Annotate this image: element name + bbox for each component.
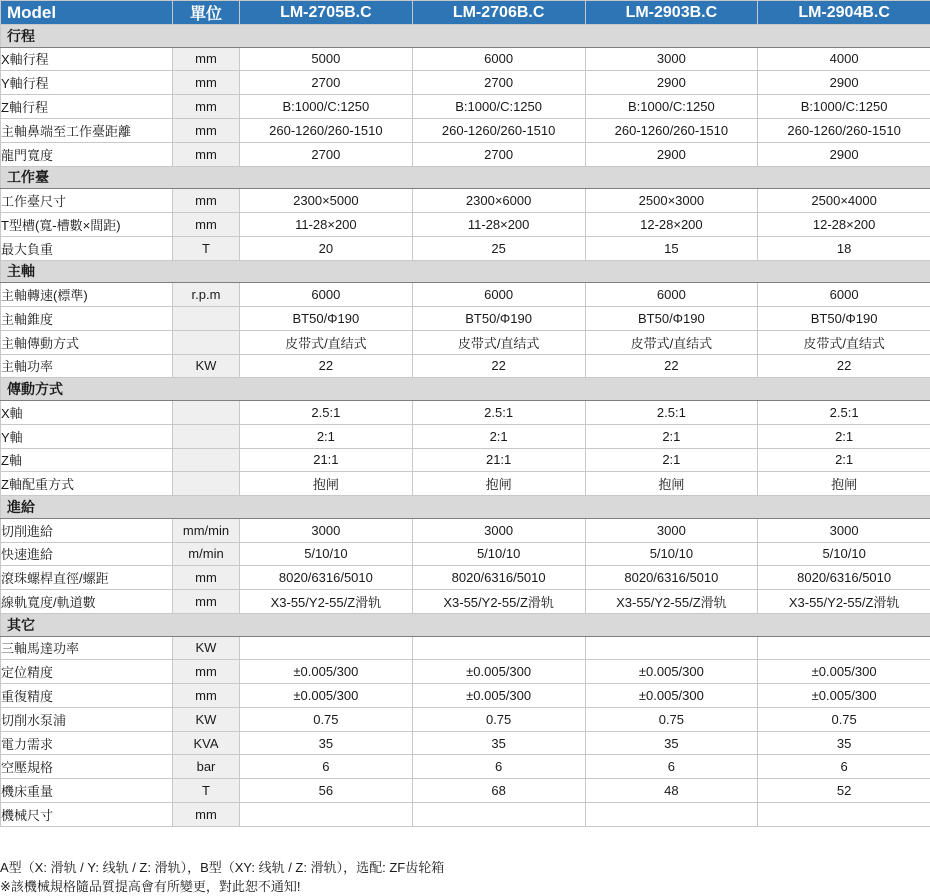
cell-model-4: 3000 [758, 518, 930, 542]
table-row [1, 660, 930, 684]
row-label: X軸行程 [1, 47, 173, 71]
cell-model-3: B:1000/C:1250 [585, 95, 758, 119]
row-label: Z軸配重方式 [1, 472, 173, 496]
cell-model-1: 5/10/10 [240, 542, 413, 566]
section-title: 傳動方式 [1, 378, 930, 401]
section-title: 主軸 [1, 260, 930, 283]
row-unit: T [173, 236, 240, 260]
cell-model-2: BT50/Φ190 [412, 306, 585, 330]
header-model-4: LM-2904B.C [758, 1, 930, 25]
header-row [1, 1, 930, 25]
cell-model-4: 2:1 [758, 424, 930, 448]
section-header [1, 613, 930, 636]
row-label: Z軸行程 [1, 95, 173, 119]
table-row [1, 400, 930, 424]
cell-model-1: 5000 [240, 47, 413, 71]
cell-model-3: 260-1260/260-1510 [585, 118, 758, 142]
cell-model-1: 56 [240, 779, 413, 803]
cell-model-1: 2700 [240, 71, 413, 95]
cell-model-1: 2:1 [240, 424, 413, 448]
cell-model-2: 2300×6000 [412, 189, 585, 213]
cell-model-1: B:1000/C:1250 [240, 95, 413, 119]
table-row [1, 803, 930, 827]
row-unit: mm [173, 803, 240, 827]
row-unit: mm [173, 684, 240, 708]
header-model-1: LM-2705B.C [240, 1, 413, 25]
cell-model-3 [585, 803, 758, 827]
row-label: 空壓規格 [1, 755, 173, 779]
cell-model-3 [585, 636, 758, 660]
cell-model-2: ±0.005/300 [412, 684, 585, 708]
row-label: 最大負重 [1, 236, 173, 260]
cell-model-1: X3-55/Y2-55/Z滑轨 [240, 590, 413, 614]
row-unit [173, 448, 240, 472]
row-label: X軸 [1, 400, 173, 424]
row-label: 切削水泵浦 [1, 707, 173, 731]
table-row [1, 684, 930, 708]
section-title: 工作臺 [1, 166, 930, 189]
table-row [1, 306, 930, 330]
cell-model-1: ±0.005/300 [240, 660, 413, 684]
cell-model-2: 21:1 [412, 448, 585, 472]
cell-model-1: 2700 [240, 142, 413, 166]
table-row [1, 330, 930, 354]
row-unit: mm [173, 95, 240, 119]
cell-model-3: 皮带式/直结式 [585, 330, 758, 354]
table-row [1, 755, 930, 779]
cell-model-4: 4000 [758, 47, 930, 71]
row-label: 電力需求 [1, 731, 173, 755]
section-title: 進給 [1, 496, 930, 519]
cell-model-1: ±0.005/300 [240, 684, 413, 708]
cell-model-4: 8020/6316/5010 [758, 566, 930, 590]
table-row [1, 636, 930, 660]
table-row [1, 354, 930, 378]
cell-model-1: 21:1 [240, 448, 413, 472]
cell-model-1: BT50/Φ190 [240, 306, 413, 330]
header-model-label: Model [1, 1, 173, 25]
cell-model-2 [412, 803, 585, 827]
cell-model-2: ±0.005/300 [412, 660, 585, 684]
cell-model-3: 2.5:1 [585, 400, 758, 424]
cell-model-4: 52 [758, 779, 930, 803]
row-unit: mm/min [173, 518, 240, 542]
row-label: 滾珠螺桿直徑/螺距 [1, 566, 173, 590]
cell-model-2: 22 [412, 354, 585, 378]
table-row [1, 731, 930, 755]
cell-model-4: X3-55/Y2-55/Z滑轨 [758, 590, 930, 614]
header-unit-label: 單位 [173, 1, 240, 25]
cell-model-4: 2500×4000 [758, 189, 930, 213]
table-row [1, 707, 930, 731]
cell-model-2: 35 [412, 731, 585, 755]
cell-model-4: 22 [758, 354, 930, 378]
cell-model-2: X3-55/Y2-55/Z滑轨 [412, 590, 585, 614]
row-unit: KW [173, 354, 240, 378]
cell-model-2: 3000 [412, 518, 585, 542]
cell-model-4: 2.5:1 [758, 400, 930, 424]
row-label: 線軌寬度/軌道數 [1, 590, 173, 614]
cell-model-2: B:1000/C:1250 [412, 95, 585, 119]
cell-model-4: 2900 [758, 71, 930, 95]
row-label: 快速進給 [1, 542, 173, 566]
row-unit: m/min [173, 542, 240, 566]
cell-model-4: 抱闸 [758, 472, 930, 496]
table-row [1, 779, 930, 803]
cell-model-2: 11-28×200 [412, 212, 585, 236]
cell-model-2: 2700 [412, 142, 585, 166]
cell-model-1: 35 [240, 731, 413, 755]
cell-model-3: 22 [585, 354, 758, 378]
cell-model-3: 12-28×200 [585, 212, 758, 236]
table-row [1, 542, 930, 566]
cell-model-4: B:1000/C:1250 [758, 95, 930, 119]
row-label: 主軸轉速(標準) [1, 283, 173, 307]
table-row [1, 71, 930, 95]
cell-model-3: 35 [585, 731, 758, 755]
cell-model-1: 抱闸 [240, 472, 413, 496]
cell-model-2: 2.5:1 [412, 400, 585, 424]
row-unit [173, 400, 240, 424]
cell-model-1: 260-1260/260-1510 [240, 118, 413, 142]
cell-model-1: 2.5:1 [240, 400, 413, 424]
row-label: T型槽(寬-槽數×間距) [1, 212, 173, 236]
row-label: 機床重量 [1, 779, 173, 803]
row-unit: T [173, 779, 240, 803]
table-row [1, 95, 930, 119]
cell-model-4 [758, 803, 930, 827]
row-unit: mm [173, 47, 240, 71]
cell-model-3: 2:1 [585, 448, 758, 472]
row-label: 工作臺尺寸 [1, 189, 173, 213]
cell-model-4: 6 [758, 755, 930, 779]
cell-model-4: BT50/Φ190 [758, 306, 930, 330]
cell-model-4: 2900 [758, 142, 930, 166]
table-row [1, 118, 930, 142]
table-row [1, 424, 930, 448]
cell-model-3: ±0.005/300 [585, 684, 758, 708]
row-label: 定位精度 [1, 660, 173, 684]
row-label: 主軸傳動方式 [1, 330, 173, 354]
spec-body [1, 25, 930, 827]
cell-model-3: BT50/Φ190 [585, 306, 758, 330]
table-row [1, 472, 930, 496]
row-label: 主軸錐度 [1, 306, 173, 330]
table-row [1, 448, 930, 472]
cell-model-3: 3000 [585, 47, 758, 71]
row-unit: mm [173, 660, 240, 684]
cell-model-4: 皮带式/直结式 [758, 330, 930, 354]
cell-model-1 [240, 636, 413, 660]
cell-model-2: 皮带式/直结式 [412, 330, 585, 354]
table-row [1, 566, 930, 590]
cell-model-1: 11-28×200 [240, 212, 413, 236]
section-header [1, 378, 930, 401]
header-model-2: LM-2706B.C [412, 1, 585, 25]
row-unit: mm [173, 590, 240, 614]
cell-model-4: 2:1 [758, 448, 930, 472]
cell-model-3: 3000 [585, 518, 758, 542]
row-unit: mm [173, 566, 240, 590]
cell-model-3: 15 [585, 236, 758, 260]
cell-model-1 [240, 803, 413, 827]
row-unit [173, 424, 240, 448]
cell-model-2: 5/10/10 [412, 542, 585, 566]
table-row [1, 518, 930, 542]
cell-model-3: 6 [585, 755, 758, 779]
row-label: Z軸 [1, 448, 173, 472]
section-title: 行程 [1, 25, 930, 48]
cell-model-3: 2900 [585, 71, 758, 95]
row-unit: r.p.m [173, 283, 240, 307]
cell-model-2: 6000 [412, 283, 585, 307]
cell-model-2: 6000 [412, 47, 585, 71]
cell-model-3: 6000 [585, 283, 758, 307]
cell-model-3: 2500×3000 [585, 189, 758, 213]
cell-model-4: 260-1260/260-1510 [758, 118, 930, 142]
cell-model-4: ±0.005/300 [758, 660, 930, 684]
row-unit: mm [173, 118, 240, 142]
section-header [1, 260, 930, 283]
table-row [1, 189, 930, 213]
cell-model-2: 抱闸 [412, 472, 585, 496]
row-label: Y軸行程 [1, 71, 173, 95]
row-unit: KVA [173, 731, 240, 755]
cell-model-4: 35 [758, 731, 930, 755]
section-title: 其它 [1, 613, 930, 636]
cell-model-4: 12-28×200 [758, 212, 930, 236]
cell-model-1: 6 [240, 755, 413, 779]
row-label: 龍門寬度 [1, 142, 173, 166]
cell-model-2: 0.75 [412, 707, 585, 731]
row-label: 切削進給 [1, 518, 173, 542]
cell-model-4: 0.75 [758, 707, 930, 731]
row-label: Y軸 [1, 424, 173, 448]
row-unit [173, 306, 240, 330]
cell-model-2: 8020/6316/5010 [412, 566, 585, 590]
footnote-variants: A型（X: 滑轨 / Y: 线轨 / Z: 滑轨），B型（XY: 线轨 / Z: 滑轨），选配: ZF齿轮箱 [0, 860, 445, 875]
cell-model-4: 5/10/10 [758, 542, 930, 566]
table-row [1, 142, 930, 166]
header-model-3: LM-2903B.C [585, 1, 758, 25]
row-unit [173, 330, 240, 354]
cell-model-2: 260-1260/260-1510 [412, 118, 585, 142]
cell-model-1: 8020/6316/5010 [240, 566, 413, 590]
cell-model-1: 0.75 [240, 707, 413, 731]
cell-model-3: X3-55/Y2-55/Z滑轨 [585, 590, 758, 614]
row-unit: mm [173, 189, 240, 213]
cell-model-4: 18 [758, 236, 930, 260]
footnote-disclaimer: ※該機械規格隨品質提高會有所變更，對此恕不通知! [0, 879, 301, 894]
row-unit: mm [173, 212, 240, 236]
cell-model-3: ±0.005/300 [585, 660, 758, 684]
row-label: 三軸馬達功率 [1, 636, 173, 660]
section-header [1, 25, 930, 48]
cell-model-2: 2:1 [412, 424, 585, 448]
cell-model-1: 3000 [240, 518, 413, 542]
table-row [1, 590, 930, 614]
row-unit [173, 472, 240, 496]
row-label: 機械尺寸 [1, 803, 173, 827]
cell-model-1: 20 [240, 236, 413, 260]
row-unit: KW [173, 707, 240, 731]
footnotes [0, 858, 930, 896]
cell-model-4: 6000 [758, 283, 930, 307]
cell-model-3: 2900 [585, 142, 758, 166]
cell-model-1: 皮带式/直结式 [240, 330, 413, 354]
cell-model-1: 2300×5000 [240, 189, 413, 213]
cell-model-3: 5/10/10 [585, 542, 758, 566]
table-row [1, 212, 930, 236]
cell-model-2: 25 [412, 236, 585, 260]
cell-model-2: 2700 [412, 71, 585, 95]
row-label: 主軸功率 [1, 354, 173, 378]
row-unit: mm [173, 71, 240, 95]
cell-model-3: 抱闸 [585, 472, 758, 496]
cell-model-3: 48 [585, 779, 758, 803]
table-row [1, 283, 930, 307]
cell-model-3: 0.75 [585, 707, 758, 731]
cell-model-4 [758, 636, 930, 660]
table-row [1, 236, 930, 260]
cell-model-4: ±0.005/300 [758, 684, 930, 708]
cell-model-2 [412, 636, 585, 660]
cell-model-2: 68 [412, 779, 585, 803]
row-unit: bar [173, 755, 240, 779]
table-row [1, 47, 930, 71]
row-unit: KW [173, 636, 240, 660]
row-label: 重復精度 [1, 684, 173, 708]
cell-model-1: 6000 [240, 283, 413, 307]
section-header [1, 496, 930, 519]
row-unit: mm [173, 142, 240, 166]
cell-model-1: 22 [240, 354, 413, 378]
cell-model-3: 8020/6316/5010 [585, 566, 758, 590]
row-label: 主軸鼻端至工作臺距離 [1, 118, 173, 142]
section-header [1, 166, 930, 189]
cell-model-3: 2:1 [585, 424, 758, 448]
cell-model-2: 6 [412, 755, 585, 779]
